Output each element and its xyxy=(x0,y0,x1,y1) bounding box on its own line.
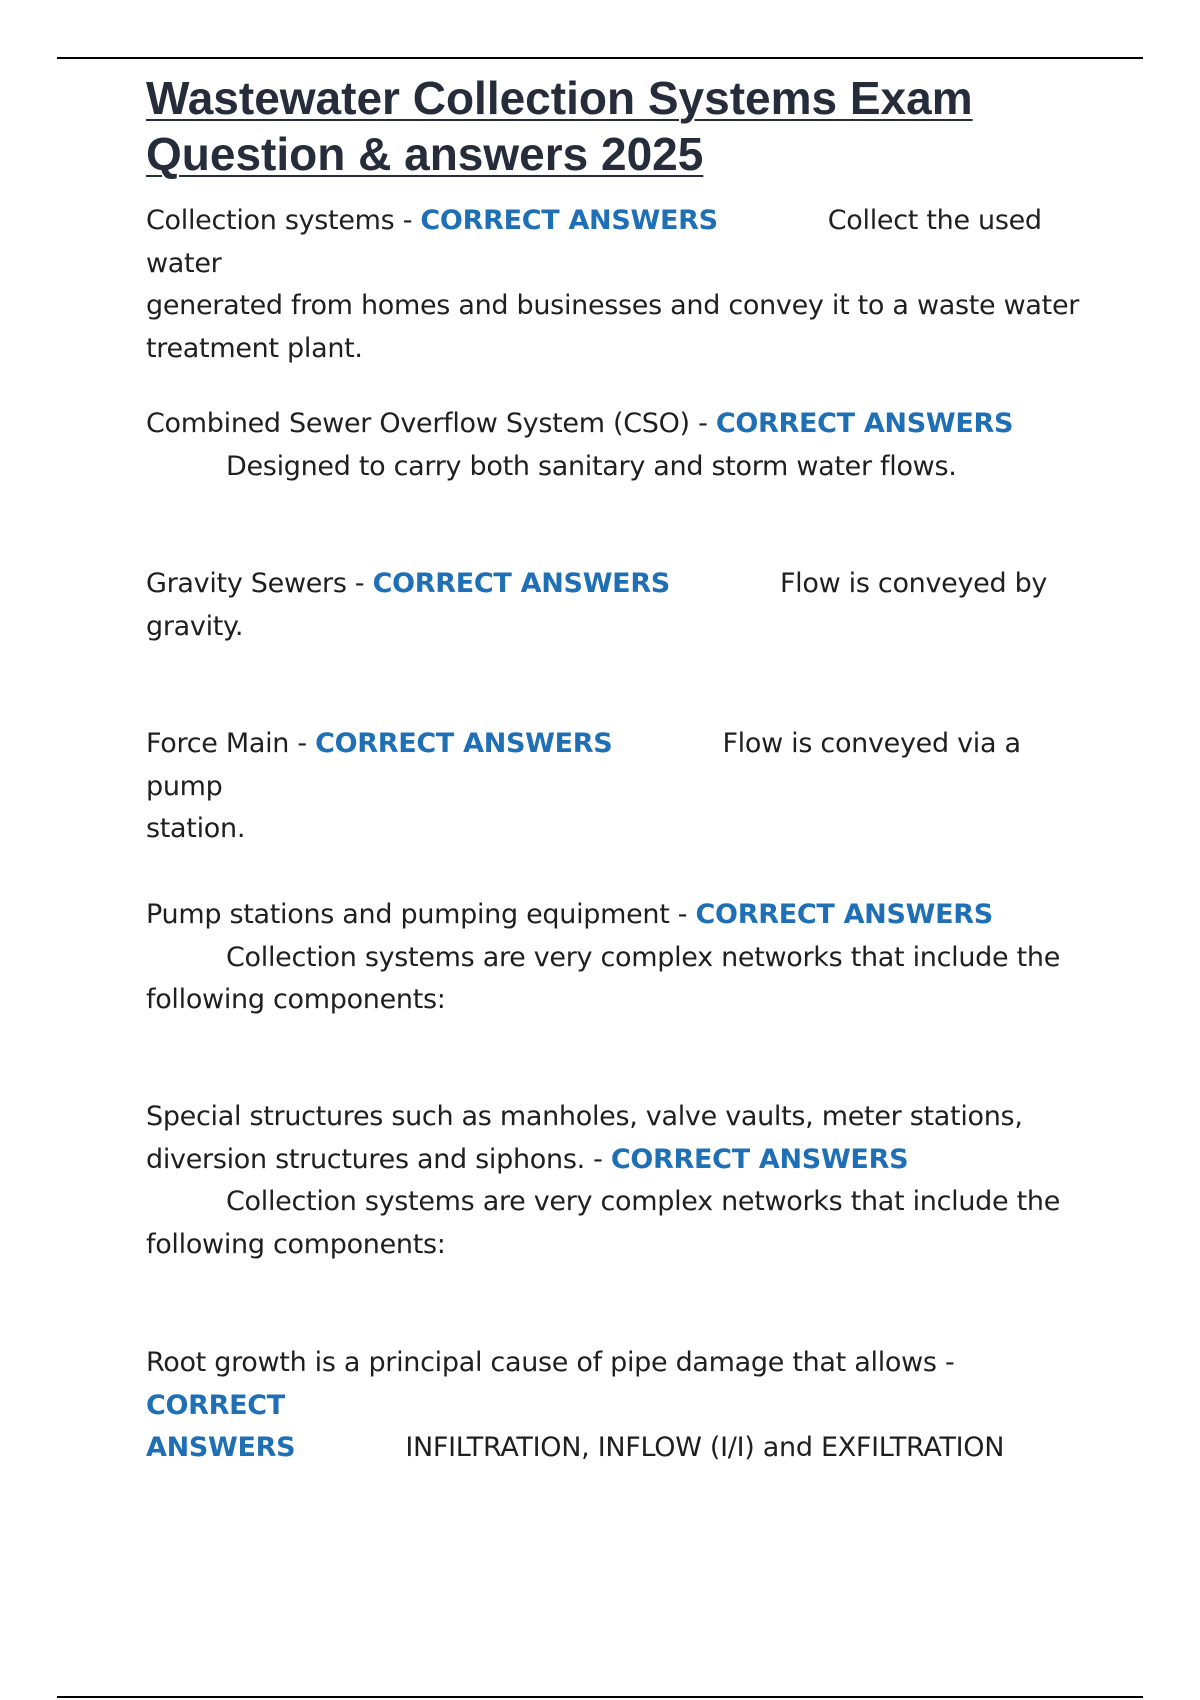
answer-text: Flow is conveyed via a pump xyxy=(146,728,1021,802)
correct-answers-tag-word1: CORRECT xyxy=(146,1389,285,1421)
correct-answers-tag: CORRECT ANSWERS xyxy=(610,1143,909,1175)
question-text: Root growth is a principal cause of pipe damage that allows - xyxy=(146,1347,955,1378)
answer-text: Collect the used water xyxy=(146,205,1042,279)
correct-answers-tag: CORRECT ANSWERS xyxy=(420,205,718,236)
question-text: diversion structures and siphons. - xyxy=(146,1143,611,1175)
question-text: Collection systems - xyxy=(146,205,421,236)
document-body xyxy=(146,70,1086,1463)
qa-item-pump-stations xyxy=(146,894,1060,1022)
answer-text: gravity. xyxy=(146,610,244,642)
correct-answers-tag: CORRECT ANSWERS xyxy=(372,568,670,599)
question-text: Gravity Sewers - xyxy=(146,568,373,599)
answer-text: Flow is conveyed by xyxy=(779,568,1048,599)
qa-item-special-structures xyxy=(146,1096,1060,1266)
qa-item-cso xyxy=(146,403,1013,488)
answer-text: generated from homes and businesses and convey it to a waste water xyxy=(146,290,1080,321)
page-bottom-rule xyxy=(57,1696,1143,1698)
question-text: Force Main - xyxy=(146,728,316,759)
answer-text: Designed to carry both sanitary and storm water flows. xyxy=(226,450,957,482)
answer-text: Collection systems are very complex networks that include the xyxy=(226,1186,1061,1217)
title-line-2: Question & answers 2025 xyxy=(146,128,704,180)
page-top-rule xyxy=(57,57,1143,59)
answer-text: INFILTRATION, INFLOW (I/I) and EXFILTRATION xyxy=(405,1432,1005,1463)
qa-item-collection-systems xyxy=(146,200,1086,370)
question-text: Special structures such as manholes, valve vaults, meter stations, xyxy=(146,1101,1023,1132)
answer-text: Collection systems are very complex networks that include the xyxy=(226,941,1061,973)
answer-text: following components: xyxy=(146,1228,446,1260)
correct-answers-tag: CORRECT ANSWERS xyxy=(315,728,613,759)
title-line-1: Wastewater Collection Systems Exam xyxy=(146,72,973,124)
qa-item-root-growth xyxy=(146,1342,1086,1470)
question-text: Combined Sewer Overflow System (CSO) - xyxy=(146,408,716,439)
qa-item-force-main xyxy=(146,723,1086,851)
question-text: Pump stations and pumping equipment - xyxy=(146,899,696,930)
answer-text: treatment plant. xyxy=(146,332,363,364)
correct-answers-tag: CORRECT ANSWERS xyxy=(695,899,993,930)
qa-item-gravity-sewers xyxy=(146,563,1047,648)
answer-text: following components: xyxy=(146,984,446,1015)
answer-text: station. xyxy=(146,813,246,844)
correct-answers-tag-word2: ANSWERS xyxy=(146,1432,296,1463)
correct-answers-tag: CORRECT ANSWERS xyxy=(715,408,1014,439)
document-title xyxy=(146,70,1086,182)
